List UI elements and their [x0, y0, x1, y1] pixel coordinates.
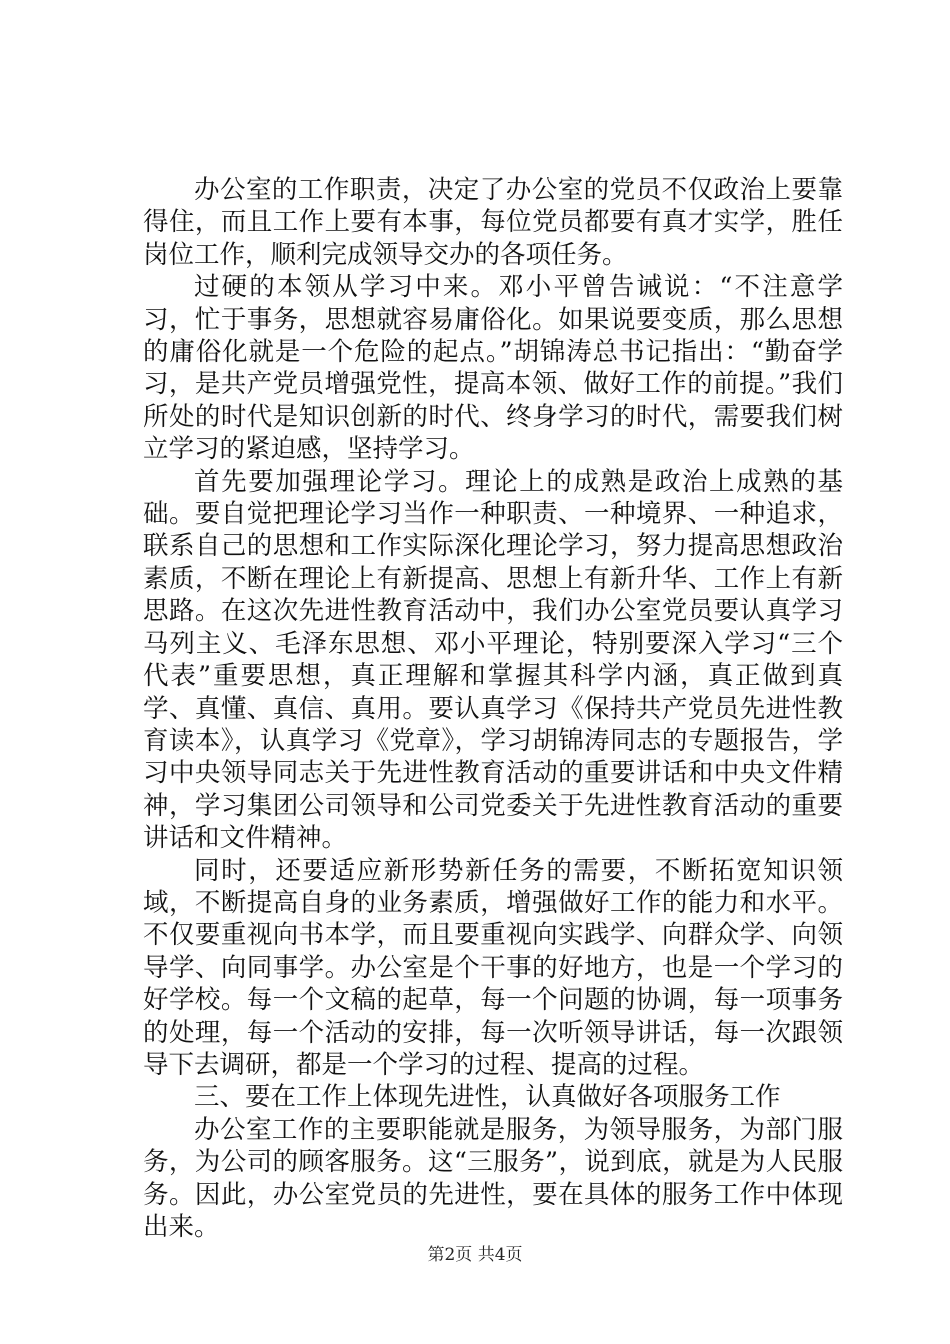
paragraph: 办公室的工作职责，决定了办公室的党员不仅政治上要靠得住，而且工作上要有本事，每位党员都要有真才实学，胜任岗位工作，顺利完成领导交办的各项任务。	[143, 175, 843, 270]
paragraph: 首先要加强理论学习。理论上的成熟是政治上成熟的基础。要自觉把理论学习当作一种职责、一种境界、一种追求，联系自己的思想和工作实际深化理论学习，努力提高思想政治素质，不断在理论上有新提高、思想上有新升华、工作上有新思路。在这次先进性教育活动中，我们办公室党员要认真学习马列主义、毛泽东思想、邓小平理论，特别要深入学习“三个代表”重要思想，真正理解和掌握其科学内涵，真正做到真学、真懂、真信、真用。要认真学习《保持共产党员先进性教育读本》，认真学习《党章》，学习胡锦涛同志的专题报告，学习中央领导同志关于先进性教育活动的重要讲话和中央文件精神，学习集团公司领导和公司党委关于先进性教育活动的重要讲话和文件精神。	[143, 466, 843, 854]
paragraph: 办公室工作的主要职能就是服务，为领导服务，为部门服务，为公司的顾客服务。这“三服务”，说到底，就是为人民服务。因此，办公室党员的先进性，要在具体的服务工作中体现出来。	[143, 1114, 843, 1242]
page-number-footer: 第2页 共4页	[427, 1245, 523, 1265]
document-body	[143, 174, 843, 1243]
paragraph: 过硬的本领从学习中来。邓小平曾告诫说：“不注意学习，忙于事务，思想就容易庸俗化。如果说要变质，那么思想的庸俗化就是一个危险的起点。”胡锦涛总书记指出：“勤奋学习，是共产党员增强党性，提高本领、做好工作的前提。”我们所处的时代是知识创新的时代、终身学习的时代，需要我们树立学习的紧迫感，坚持学习。	[143, 272, 843, 465]
paragraph: 同时，还要适应新形势新任务的需要，不断拓宽知识领域，不断提高自身的业务素质，增强做好工作的能力和水平。不仅要重视向书本学，而且要重视向实践学、向群众学、向领导学、向同事学。办公室是个干事的好地方，也是一个学习的好学校。每一个文稿的起草，每一个问题的协调，每一项事务的处理，每一个活动的安排，每一次听领导讲话，每一次跟领导下去调研，都是一个学习的过程、提高的过程。	[143, 855, 843, 1080]
section-heading: 三、要在工作上体现先进性，认真做好各项服务工作	[194, 1082, 781, 1113]
